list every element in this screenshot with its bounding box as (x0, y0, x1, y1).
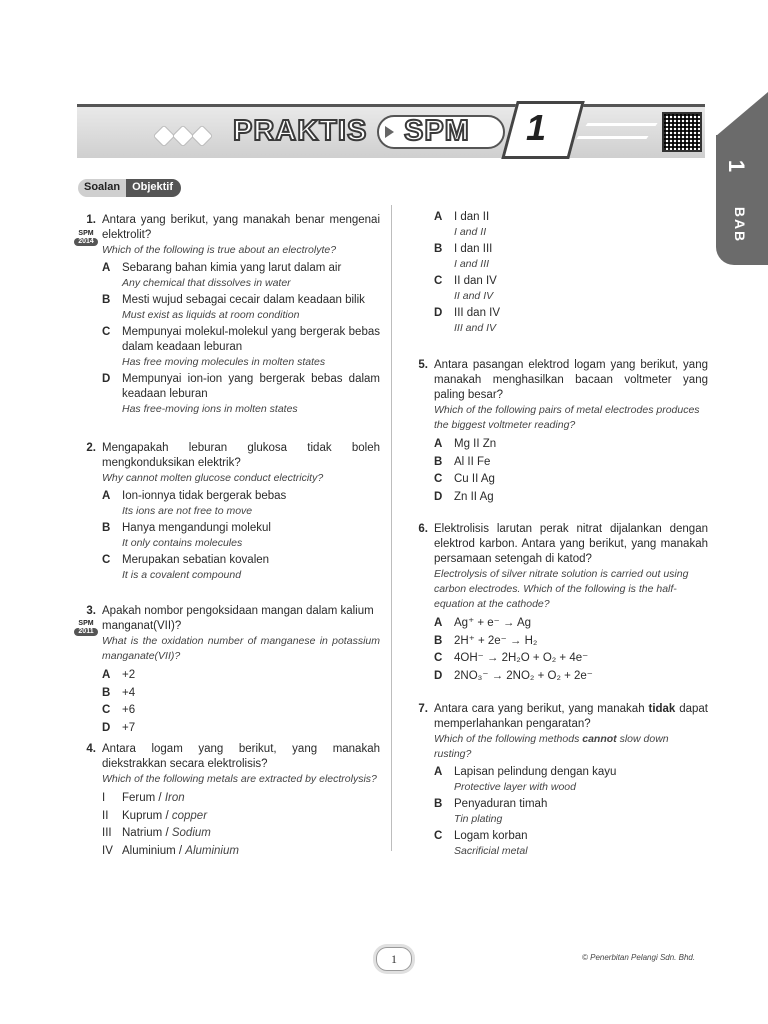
section-label-soalan: Soalan (78, 179, 126, 197)
decorative-dots (157, 129, 214, 148)
option-b[interactable] (102, 521, 380, 551)
chapter-side-tab (716, 135, 768, 265)
item-text: Ferum / (122, 792, 162, 804)
item-numeral: III (102, 827, 112, 839)
question-number: 4. (86, 743, 96, 755)
question-text: Mengapakah leburan glukosa tidak boleh mengkonduksikan elektrik? (102, 442, 380, 469)
item-numeral: IV (102, 844, 113, 857)
page-number: 1 (376, 947, 412, 971)
option-text: Logam korban (454, 830, 528, 842)
option-letter: B (102, 522, 111, 534)
option-c[interactable] (102, 702, 380, 719)
option-text-en: Protective layer with wood (454, 781, 576, 793)
option-text-en: III and IV (454, 322, 497, 334)
question-text-en: What is the oxidation number of manganese in potassium manganate(VII)? (102, 635, 380, 662)
item-text: Aluminium / (122, 844, 183, 857)
option-letter: B (434, 634, 443, 647)
option-text: I dan II (454, 211, 490, 223)
question-text-emphasis: tidak (648, 703, 676, 715)
item-text-en: Sodium (171, 827, 211, 839)
option-letter: B (434, 798, 443, 810)
option-letter: B (102, 686, 111, 699)
question-number: 1. (86, 214, 96, 226)
option-b[interactable] (102, 293, 380, 323)
option-text: Ion-ionnya tidak bergerak bebas (122, 490, 287, 502)
question-text-en: Electrolysis of silver nitrate solution is carried out using carbon electrodes. Which of the following is the half-equation at the cathode? (434, 568, 689, 610)
item-text-en: copper (171, 809, 208, 822)
question-1 (78, 213, 380, 417)
qr-code-icon[interactable] (662, 112, 702, 152)
option-text: Mempunyai ion-ion yang bergerak bebas dalam keadaan leburan (122, 373, 380, 400)
option-text: Zn II Ag (454, 490, 494, 503)
option-text-en: I and II (454, 226, 487, 238)
option-c[interactable] (434, 471, 708, 488)
option-text: Sebarang bahan kimia yang larut dalam air (122, 262, 342, 274)
option-letter: A (102, 262, 111, 274)
option-text-en: Has free moving molecules in molten states (122, 356, 326, 368)
question-text: Antara yang berikut, yang manakah benar mengenai elektrolit? (102, 214, 380, 241)
option-letter: C (102, 554, 111, 566)
option-text: 2NO₃⁻ → 2NO₂ + O₂ + 2e⁻ (454, 669, 593, 682)
option-text: +2 (122, 669, 136, 681)
column-divider (391, 205, 392, 851)
question-4 (78, 742, 380, 859)
roman-item-3 (102, 825, 380, 842)
option-b[interactable] (434, 633, 708, 650)
option-text: Mempunyai molekul-molekul yang bergerak bebas dalam keadaan leburan (122, 326, 380, 353)
banner-praktis: PRAKTIS (233, 115, 368, 147)
option-text: Cu II Ag (454, 473, 495, 485)
question-4-options (410, 209, 710, 336)
item-numeral: II (102, 809, 109, 822)
option-text: Merupakan sebatian kovalen (122, 554, 270, 566)
option-text-en: Must exist as liquids at room condition (122, 309, 300, 321)
option-text-en: Tin plating (454, 813, 503, 825)
option-text: Ag⁺ + e⁻ → Ag (454, 617, 532, 629)
roman-item-2 (102, 808, 380, 825)
option-text: Mesti wujud sebagai cecair dalam keadaan bilik (122, 294, 365, 306)
question-text-en-emphasis: cannot (582, 733, 617, 745)
question-number: 6. (418, 523, 428, 535)
side-tab-number: 1 (724, 159, 750, 173)
option-letter: D (434, 669, 443, 682)
option-b[interactable] (434, 242, 710, 272)
option-text: Mg II Zn (454, 438, 497, 450)
item-numeral: I (102, 792, 106, 804)
option-a[interactable] (102, 667, 380, 684)
badge-year: 2011 (74, 628, 98, 636)
option-letter: D (434, 490, 443, 503)
side-tab-label: BAB (732, 206, 749, 244)
option-a[interactable] (434, 436, 708, 453)
option-text: +7 (122, 721, 136, 734)
option-text-en: Sacrificial metal (454, 845, 528, 857)
publisher-credit: © Penerbitan Pelangi Sdn. Bhd. (582, 953, 696, 962)
option-letter: A (434, 211, 443, 223)
option-letter: C (102, 704, 111, 716)
option-text: +4 (122, 686, 136, 699)
question-text-en: Which of the following metals are extracted by electrolysis? (102, 773, 377, 785)
roman-item-1 (102, 790, 380, 807)
badge-year: 2014 (74, 238, 98, 246)
option-text: III dan IV (454, 307, 501, 319)
option-text: 2H⁺ + 2e⁻ → H₂ (454, 634, 538, 647)
question-3 (78, 604, 380, 736)
option-text: I dan III (454, 243, 493, 255)
option-letter: A (102, 669, 111, 681)
option-text-en: It only contains molecules (122, 537, 243, 549)
option-letter: C (102, 326, 111, 338)
option-letter: D (434, 307, 443, 319)
option-b[interactable] (434, 797, 708, 827)
option-letter: A (102, 490, 111, 502)
option-text-en: I and III (454, 258, 490, 270)
badge-label: SPM (78, 230, 94, 237)
question-number: 5. (418, 359, 428, 371)
option-d[interactable] (434, 306, 710, 336)
item-text-en: Iron (164, 792, 185, 804)
question-text-en: Which of the following pairs of metal electrodes produces the biggest voltmeter reading? (434, 404, 700, 431)
item-text: Natrium / (122, 827, 169, 839)
banner-spm: SPM (404, 115, 470, 147)
section-label (78, 179, 181, 197)
question-text: Antara pasangan elektrod logam yang berikut, yang manakah menghasilkan bacaan voltmeter yang paling besar? (434, 359, 708, 401)
option-d[interactable] (102, 720, 380, 737)
question-2 (78, 441, 380, 583)
play-arrow-icon (385, 126, 394, 138)
question-text-part: Antara cara yang berikut, yang manakah (434, 703, 649, 715)
option-d[interactable] (102, 372, 380, 417)
option-a[interactable] (102, 489, 380, 519)
option-text-en: Has free-moving ions in molten states (122, 403, 298, 415)
chapter-banner (77, 104, 705, 158)
section-label-objektif: Objektif (126, 179, 181, 197)
question-6 (410, 522, 708, 684)
option-letter: C (434, 473, 443, 485)
question-text-en: Which of the following is true about an electrolyte? (102, 244, 337, 256)
side-tab-corner (716, 92, 768, 136)
option-a[interactable] (434, 210, 710, 240)
option-text-en: It is a covalent compound (122, 569, 242, 581)
option-b[interactable] (102, 685, 380, 702)
option-text: +6 (122, 704, 136, 716)
option-d[interactable] (434, 668, 708, 685)
option-d[interactable] (434, 489, 708, 506)
option-text-en: Its ions are not free to move (122, 505, 253, 517)
option-c[interactable] (434, 274, 710, 304)
decorative-stripe (576, 123, 657, 139)
option-letter: B (434, 243, 443, 255)
option-text: II dan IV (454, 275, 497, 287)
option-text: Penyaduran timah (454, 798, 548, 810)
option-a[interactable] (102, 261, 380, 291)
option-b[interactable] (434, 454, 708, 471)
question-text: Antara logam yang berikut, yang manakah diekstrakkan secara elektrolisis? (102, 743, 380, 770)
question-number: 2. (86, 442, 96, 454)
question-text: Apakah nombor pengoksidaan mangan dalam kalium manganat(VII)? (102, 605, 374, 632)
option-letter: A (434, 438, 443, 450)
option-c[interactable] (434, 829, 708, 859)
question-text-part: dapat memperlahankan pengaratan? (434, 703, 708, 730)
option-c[interactable] (102, 325, 380, 370)
option-c[interactable] (102, 553, 380, 583)
question-text-en-part: Which of the following methods (434, 733, 583, 745)
option-letter: C (434, 652, 443, 664)
question-number: 3. (86, 605, 96, 617)
question-text (434, 702, 708, 732)
option-text: 4OH⁻ → 2H₂O + O₂ + 4e⁻ (454, 652, 589, 664)
question-text-en-part: slow down rusting? (434, 733, 669, 760)
option-text-en: Any chemical that dissolves in water (122, 277, 291, 289)
question-number: 7. (418, 703, 428, 715)
option-text: Al II Fe (454, 455, 491, 468)
option-letter: A (434, 617, 443, 629)
option-a[interactable] (434, 765, 708, 795)
option-letter: B (434, 455, 443, 468)
option-c[interactable] (434, 650, 708, 667)
option-letter: C (434, 830, 443, 842)
question-text-en: Why cannot molten glucose conduct electricity? (102, 472, 324, 484)
question-7 (410, 702, 708, 859)
option-a[interactable] (434, 615, 708, 632)
option-letter: B (102, 294, 111, 306)
option-text: Hanya mengandungi molekul (122, 522, 271, 534)
option-text: Lapisan pelindung dengan kayu (454, 766, 617, 778)
options-list (102, 261, 380, 417)
item-text-en: Aluminium (185, 844, 239, 857)
option-letter: A (434, 766, 443, 778)
badge-label: SPM (78, 620, 94, 627)
question-text-en (434, 732, 708, 762)
option-letter: D (102, 373, 111, 385)
chapter-number: 1 (526, 107, 547, 148)
question-5 (410, 358, 708, 505)
option-letter: D (102, 721, 111, 734)
roman-item-4 (102, 843, 380, 860)
item-text: Kuprum / (122, 809, 169, 822)
question-text: Elektrolisis larutan perak nitrat dijalankan dengan elektrod karbon. Antara yang berikut, yang manakah persamaan setengah di katod? (434, 523, 708, 565)
option-text-en: II and IV (454, 290, 494, 302)
option-letter: C (434, 275, 443, 287)
